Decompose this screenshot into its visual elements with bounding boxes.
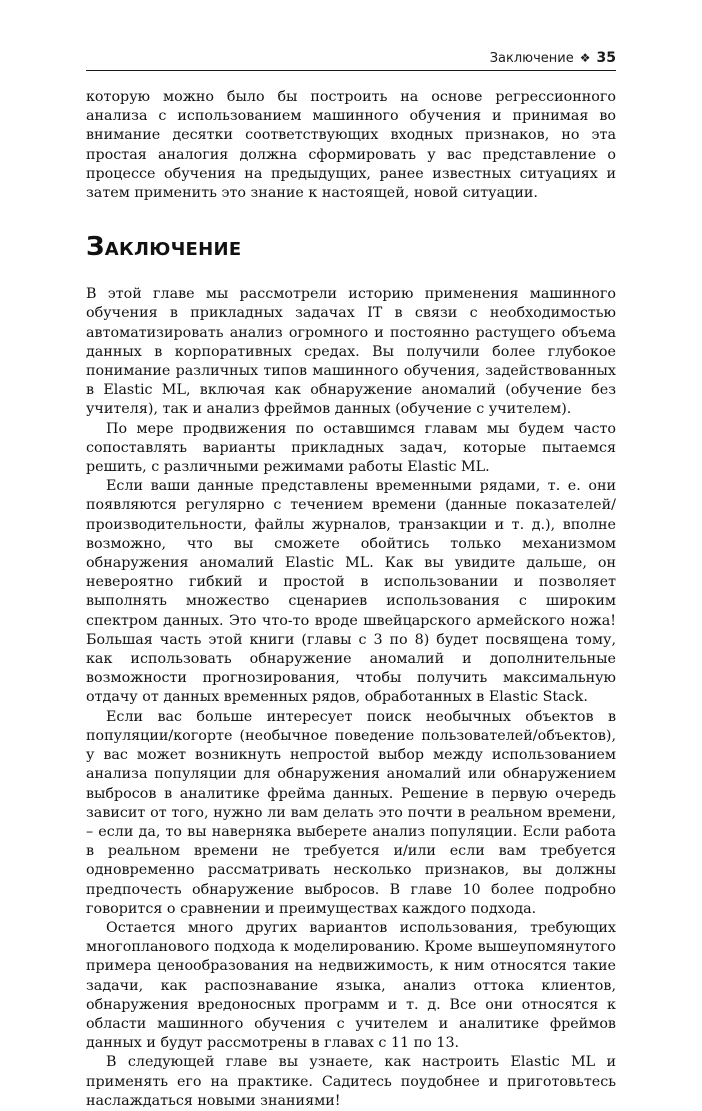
page-number: 35	[596, 50, 616, 66]
intro-paragraph: которую можно было бы построить на основе регрессионного анализа с использованием машинного обучения и принимая во внимание десятки соответствующих входных признаков, но эта простая аналогия должна сформировать у вас представление о процессе обучения на предыдущих, ранее известных ситуациях и затем применить это знание к настоящей, новой ситуации.	[86, 89, 616, 202]
paragraph-4: Если вас больше интересует поиск необычных объектов в популяции/когорте (необычное поведение пользователей/объектов), у вас может возникнуть непростой выбор между использованием анализа популяции для обнаружения аномалий или обнаружением выбросов в аналитике фрейма данных. Решение в первую очередь зависит от того, нужно ли вам делать это почти в реальном времени, – если да, то вы наверняка выберете анализ популяции. Если работа в реальном времени не требуется и/или если вам требуется одновременно рассматривать несколько признаков, вы должны предпочесть обнаружение выбросов. В главе 10 более подробно говорится о сравнении и преимуществах каждого подхода.	[86, 708, 616, 917]
paragraph-3: Если ваши данные представлены временными рядами, т. е. они появляются регулярно с течением времени (данные показателей/производительности, файлы журналов, транзакции и т. д.), вполне возможно, что вы сможете обойтись только механизмом обнаружения аномалий Elastic ML. Как вы увидите дальше, он невероятно гибкий и простой в использовании и позволяет выполнять множество сценариев использования с широким спектром данных. Это что-то вроде швейцарского армейского ножа! Большая часть этой книги (главы с 3 по 8) будет посвящена тому, как использовать обнаружение аномалий и дополнительные возможности прогнозирования, чтобы получить максимальную отдачу от данных временных рядов, обработанных в Elastic Stack.	[86, 478, 616, 706]
section-heading: Заключение	[86, 232, 242, 263]
paragraph-6: В следующей главе вы узнаете, как настроить Elastic ML и применять его на практике. Садитесь поудобнее и приготовьтесь наслаждаться новыми знаниями!	[86, 1054, 616, 1109]
paragraph-1: В этой главе мы рассмотрели историю применения машинного обучения в прикладных задачах IT в связи с необходимостью автоматизировать анализ огромного и постоянно растущего объема данных в корпоративных средах. Вы получили более глубокое понимание различных типов машинного обучения, задействованных в Elastic ML, включая как обнаружение аномалий (обучение без учителя), так и анализ фреймов данных (обучение с учителем).	[86, 286, 616, 418]
running-header	[86, 42, 616, 71]
running-head-text	[490, 50, 616, 66]
diamond-separator-icon: ❖	[579, 51, 591, 65]
paragraph-5: Остается много других вариантов использования, требующих многопланового подхода к моделированию. Кроме вышеупомянутого примера ценообразования на недвижимость, к ним относятся такие задачи, как распознавание языка, анализ оттока клиентов, обнаружения вредоносных программ и т. д. Все они относятся к области машинного обучения с учителем и аналитике фреймов данных и будут рассмотрены в главах с 11 по 13.	[86, 919, 616, 1052]
page-body	[86, 88, 616, 1111]
section-title: Заключение	[489, 51, 574, 66]
paragraph-2: По мере продвижения по оставшимся главам мы будем часто сопоставлять варианты прикладных задач, которые пытаемся решить, с различными режимами работы Elastic ML.	[86, 420, 616, 476]
